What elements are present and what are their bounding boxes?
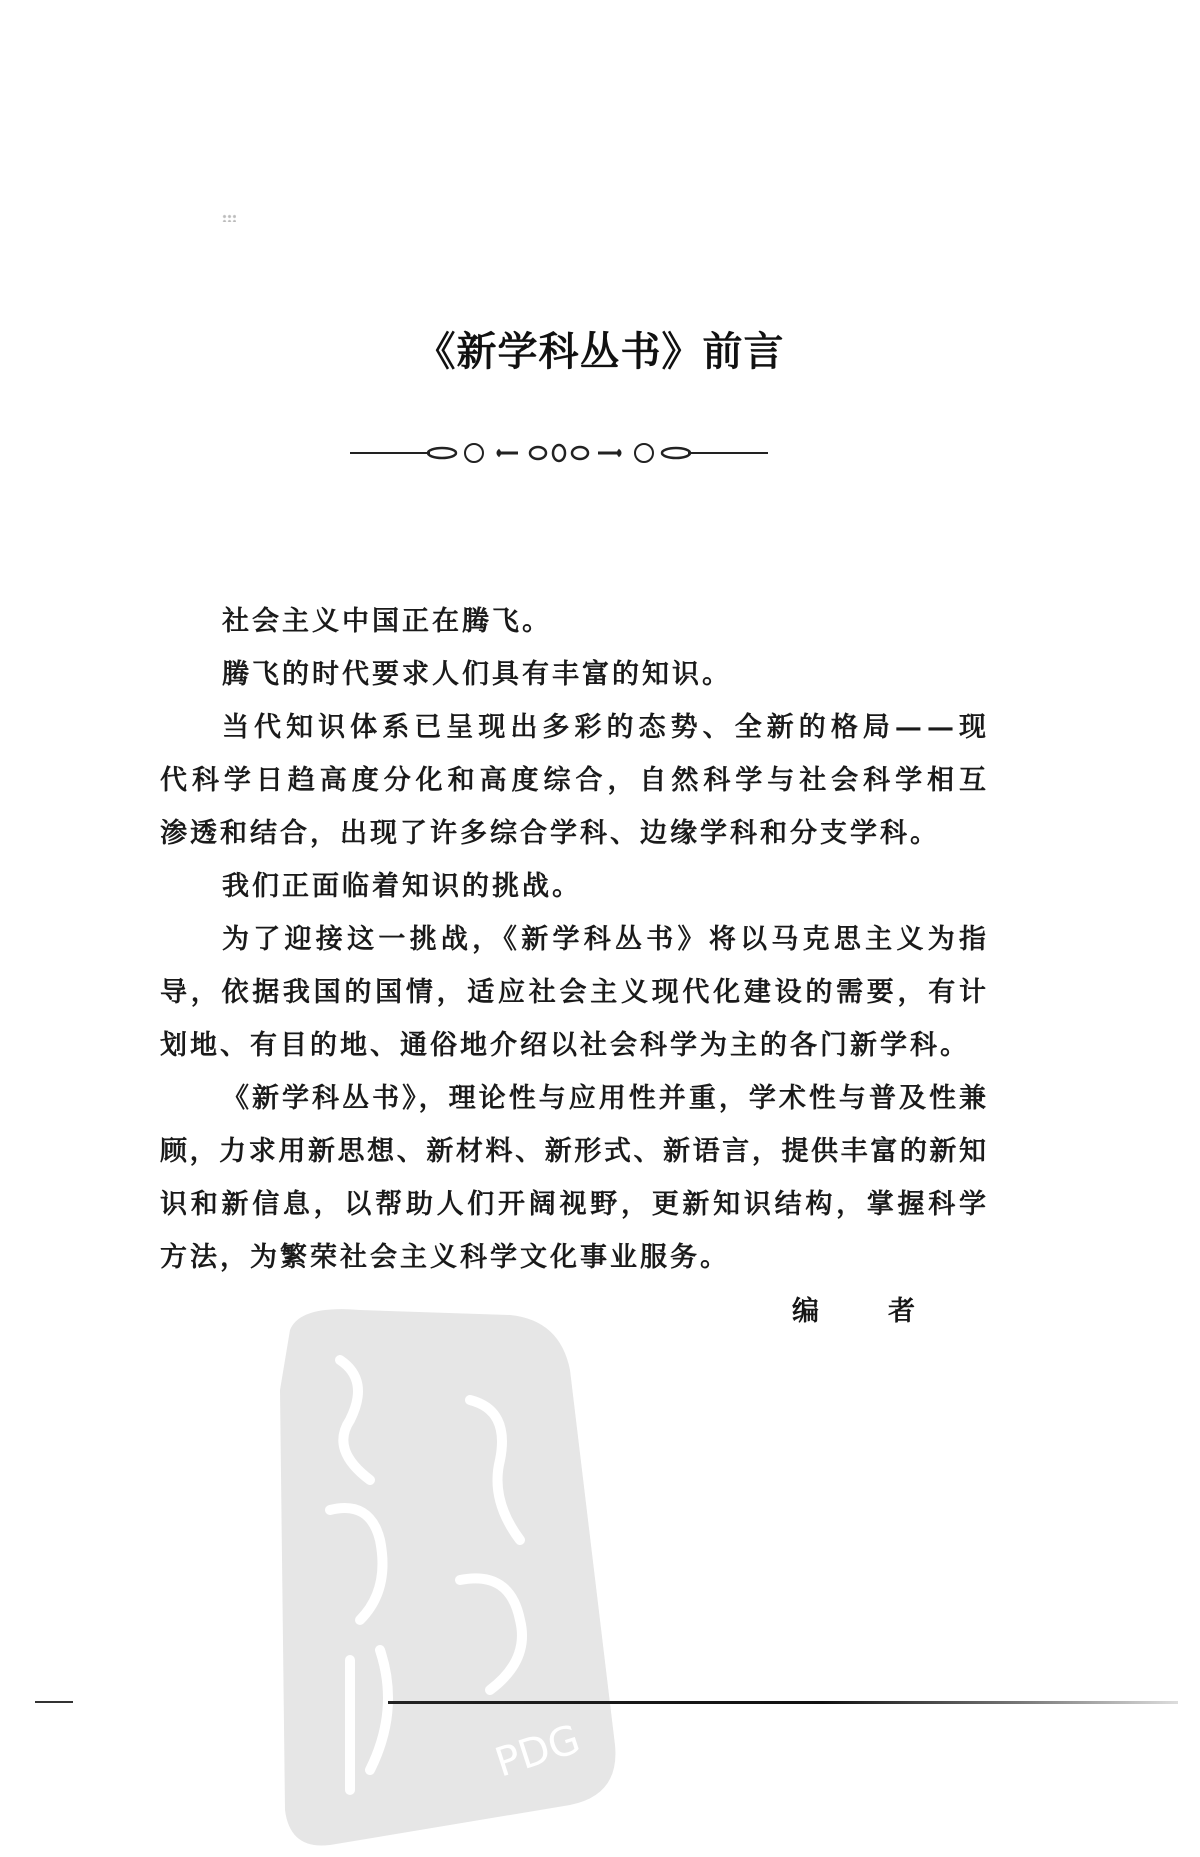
library-seal-watermark	[270, 1300, 630, 1850]
body-line: 导，依据我国的国情，适应社会主义现代化建设的需要，有计	[160, 977, 990, 1008]
bottom-rule	[388, 1701, 1178, 1704]
body-line: 社会主义中国正在腾飞。	[222, 606, 552, 637]
watermark-text: PDG	[489, 1716, 586, 1787]
body-line: 顾，力求用新思想、新材料、新形式、新语言，提供丰富的新知	[160, 1136, 989, 1167]
body-line: 腾飞的时代要求人们具有丰富的知识。	[222, 659, 732, 690]
body-line: 识和新信息，以帮助人们开阔视野，更新知识结构，掌握科学	[160, 1189, 990, 1220]
page-title: 《新学科丛书》前言	[415, 329, 785, 375]
decorative-divider	[350, 440, 768, 466]
body-line: 为了迎接这一挑战，《新学科丛书》将以马克思主义为指	[222, 924, 991, 955]
body-line: 方法，为繁荣社会主义科学文化事业服务。	[160, 1242, 730, 1273]
body-line: 当代知识体系已呈现出多彩的态势、全新的格局——现	[222, 712, 992, 743]
signature-char-1: 编	[792, 1296, 819, 1327]
body-line: 《新学科丛书》，理论性与应用性并重，学术性与普及性兼	[222, 1083, 990, 1114]
scan-speck	[222, 214, 236, 222]
body-line: 我们正面临着知识的挑战。	[222, 871, 582, 902]
edge-mark	[35, 1701, 73, 1703]
body-line: 代科学日趋高度分化和高度综合，自然科学与社会科学相互	[160, 765, 991, 796]
body-line: 渗透和结合，出现了许多综合学科、边缘学科和分支学科。	[160, 818, 940, 849]
signature-char-2: 者	[888, 1296, 915, 1327]
body-line: 划地、有目的地、通俗地介绍以社会科学为主的各门新学科。	[160, 1030, 970, 1061]
